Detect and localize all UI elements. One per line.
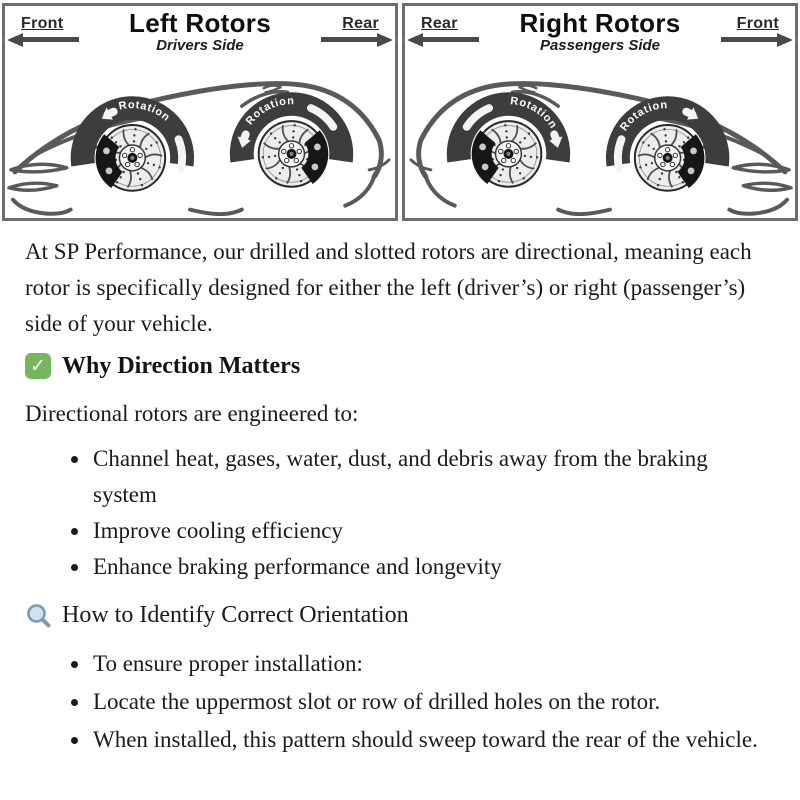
rotation-label-front-left: Rotation [117,99,173,125]
rotation-label-front-right: Rotation [618,99,669,134]
front-direction-indicator [721,15,779,47]
rear-label: Rear [342,15,379,32]
panel-title: Left Rotors [129,8,271,38]
left-rotors-panel [2,3,398,221]
panel-subtitle: Drivers Side [156,37,244,55]
right-panel-header [405,6,795,56]
right-rotors-panel [402,3,798,221]
panel-subtitle: Passengers Side [539,37,661,55]
left-panel-header [5,6,395,56]
article-body [0,234,800,758]
front-label: Front [21,15,64,32]
right-arrow-icon [321,33,393,47]
right-car-illustration [405,56,795,216]
benefits-list [25,441,775,585]
magnifying-glass-icon [25,602,52,629]
rotor-direction-diagram [0,0,800,221]
right-arrow-icon [721,33,793,47]
front-label: Front [736,15,779,32]
intro-paragraph: At SP Performance, our drilled and slotted rotors are directional, meaning each rotor is specifically designed for either the left (driver’s) or right (passenger’s) side of your vehicle. [25,239,752,336]
list-item: • Locate the uppermost slot or row of drilled holes on the rotor. [91,684,775,720]
list-item: • Improve cooling efficiency [91,513,775,549]
why-direction-heading-text: Why Direction Matters [62,353,301,379]
rotation-label-rear-left: Rotation [243,95,295,128]
rotation-label-rear-right: Rotation [509,95,560,132]
list-item: • Channel heat, gases, water, dust, and debris away from the braking system [91,441,775,513]
engineered-lead: Directional rotors are engineered to: [25,401,359,426]
installation-steps-list [25,646,775,758]
panel-title: Right Rotors [519,8,681,38]
identify-orientation-heading-text: How to Identify Correct Orientation [62,602,409,628]
list-item: • When installed, this pattern should sweep toward the rear of the vehicle. [91,722,775,758]
rear-direction-indicator [321,15,379,47]
list-item: • To ensure proper installation: [91,646,775,682]
why-direction-heading [25,351,775,381]
left-car-illustration [5,56,395,216]
list-item: • Enhance braking performance and longevity [91,549,775,585]
check-mark-icon: ✓ [25,353,51,379]
identify-orientation-heading [25,599,775,631]
rear-label: Rear [421,15,458,32]
